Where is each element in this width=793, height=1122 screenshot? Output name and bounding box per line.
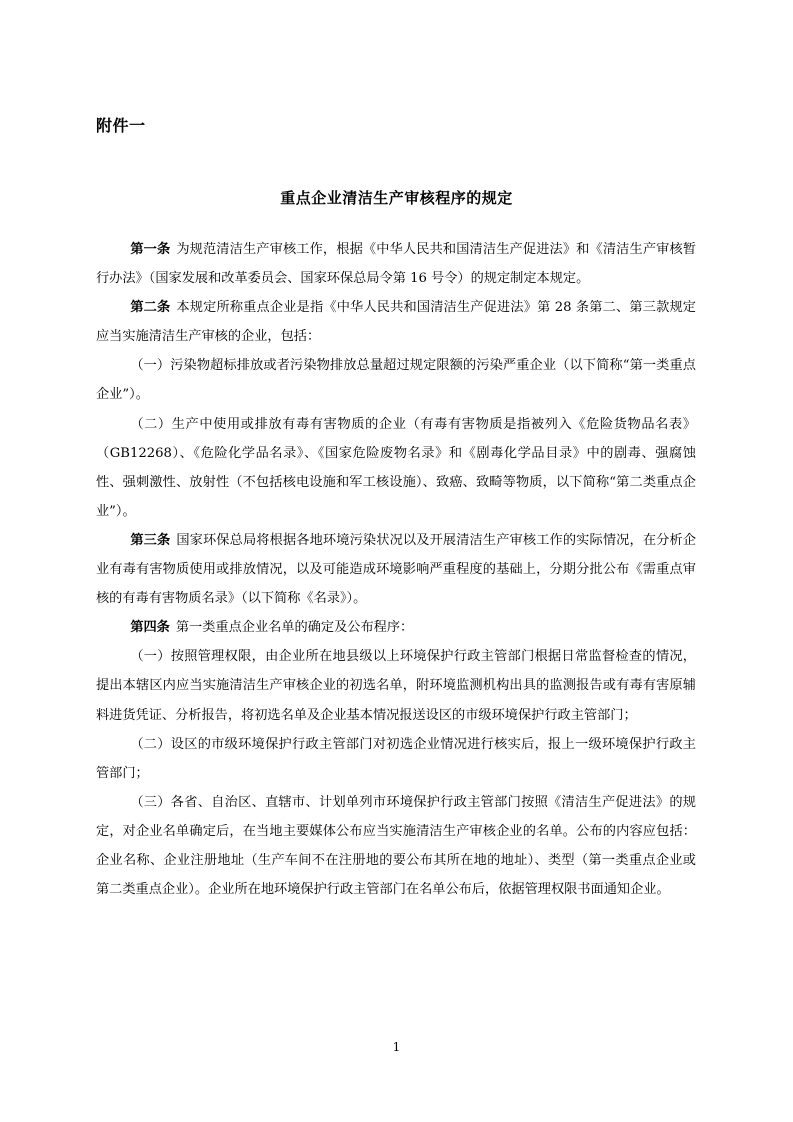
paragraph-text: （二）生产中使用或排放有毒有害物质的企业（有毒有害物质是指被列入《危险货物品名表》（GB12268）、《危险化学品名录》、《国家危险废物名录》和《剧毒化学品目录》中的剧毒、强腐蚀性、强刺激性、放射性（不包括核电设施和军工核设施）、致癌、致畸等物质，以下简称“第二类重点企业”）。 [96,416,696,519]
article-label: 第三条 [130,532,171,548]
paragraph-article-3 [96,526,696,613]
paragraph-text: （二）设区的市级环境保护行政主管部门对初选企业情况进行核实后，报上一级环境保护行政主管部门； [96,736,696,781]
paragraph-article-4 [96,613,696,642]
document-body [96,235,696,904]
attachment-label: 附件一 [96,116,146,135]
paragraph-item [96,788,696,904]
paragraph-text: 第一类重点企业名单的确定及公布程序： [175,620,414,636]
paragraph-text: （三）各省、自治区、直辖市、计划单列市环境保护行政主管部门按照《清洁生产促进法》的规定，对企业名单确定后，在当地主要媒体公布应当实施清洁生产审核企业的名单。公布的内容应包括：企业名称、企业注册地址（生产车间不在注册地的要公布其所在地的地址）、类型（第一类重点企业或第二类重点企业）。企业所在地环境保护行政主管部门在名单公布后，依据管理权限书面通知企业。 [96,794,696,898]
paragraph-text: 国家环保总局将根据各地环境污染状况以及开展清洁生产审核工作的实际情况，在分析企业有毒有害物质使用或排放情况，以及可能造成环境影响严重程度的基础上，分期分批公布《需重点审核的有毒有害物质名录》（以下简称《名录》）。 [96,532,697,607]
paragraph-text: 为规范清洁生产审核工作，根据《中华人民共和国清洁生产促进法》和《清洁生产审核暂行办法》（国家发展和改革委员会、国家环保总局令第 16 号令）的规定制定本规定。 [96,242,697,287]
paragraph-item [96,410,696,526]
paragraph-article-1 [96,235,696,293]
document-title: 重点企业清洁生产审核程序的规定 [280,189,513,207]
paragraph-article-2 [96,293,696,351]
paragraph-text: （一）按照管理权限，由企业所在地县级以上环境保护行政主管部门根据日常监督检查的情况，提出本辖区内应当实施清洁生产审核企业的初选名单，附环境监测机构出具的监测报告或有毒有害原辅料进货凭证、分析报告，将初选名单及企业基本情况报送设区的市级环境保护行政主管部门； [96,649,696,723]
paragraph-text: 本规定所称重点企业是指《中华人民共和国清洁生产促进法》第 28 条第二、第三款规定应当实施清洁生产审核的企业，包括： [96,300,696,345]
article-label: 第二条 [130,300,171,316]
page-number: 1 [392,1040,401,1054]
paragraph-text: （一）污染物超标排放或者污染物排放总量超过规定限额的污染严重企业（以下简称“第一类重点企业”）。 [96,358,696,403]
paragraph-item [96,351,696,409]
article-label: 第四条 [130,620,170,636]
article-label: 第一条 [130,242,171,257]
paragraph-item [96,730,696,788]
paragraph-item [96,642,696,729]
